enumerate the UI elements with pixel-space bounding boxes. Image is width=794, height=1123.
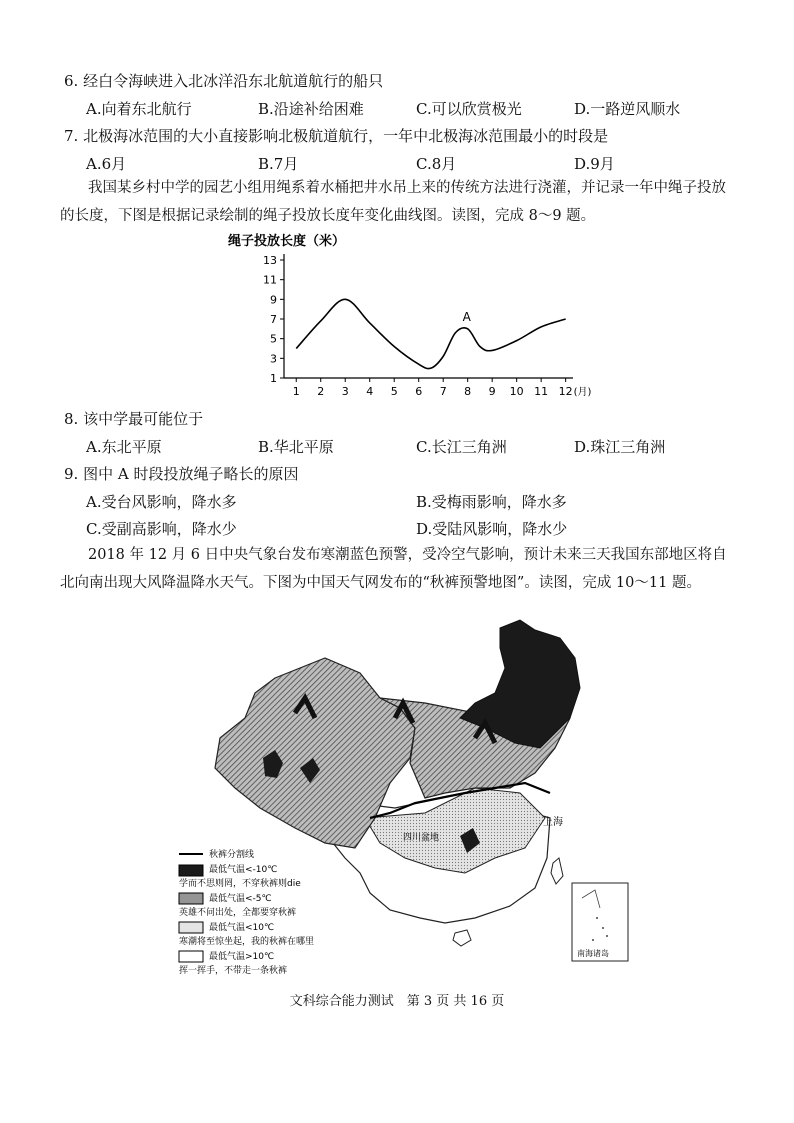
q7-option-a: A.6月 bbox=[86, 155, 127, 173]
q8-option-c: C.长江三角洲 bbox=[416, 438, 507, 456]
legend-2-desc: 英雄不问出处，全都要穿秋裤 bbox=[179, 908, 297, 918]
q9-option-c: C.受副高影响，降水少 bbox=[86, 520, 237, 538]
q7-stem: 7. 北极海冰范围的大小直接影响北极航道航行，一年中北极海冰范围最小的时段是 bbox=[64, 127, 609, 145]
legend-1-title: 最低气温<-10℃ bbox=[209, 865, 278, 875]
y-tick-label: 11 bbox=[263, 273, 277, 287]
y-tick-label: 3 bbox=[270, 352, 277, 366]
intro-8-9: 我国某乡村中学的园艺小组用绳系着水桶把井水吊上来的传统方法进行浇灌，并记录一年中绳子投放的长度，下图是根据记录绘制的绳子投放长度年变化曲线图。读图，完成 8～9 题。 bbox=[60, 180, 726, 224]
q6-option-d: D.一路逆风顺水 bbox=[574, 100, 681, 118]
legend-2-title: 最低气温<-5℃ bbox=[209, 894, 272, 904]
q9-option-d: D.受陆风影响，降水少 bbox=[416, 520, 568, 538]
legend-4-title: 最低气温>10℃ bbox=[209, 952, 275, 962]
legend-3-title: 最低气温<10℃ bbox=[209, 923, 275, 933]
q7-option-b: B.7月 bbox=[258, 155, 299, 173]
x-unit-label: (月) bbox=[573, 387, 592, 398]
y-tick-label: 1 bbox=[270, 372, 277, 385]
legend-3-desc: 寒潮将至惊坐起，我的秋裤在哪里 bbox=[179, 937, 315, 947]
intro-10-11: 2018 年 12 月 6 日中央气象台发布寒潮蓝色预警，受冷空气影响，预计未来三天我国东部地区将自北向南出现大风降温降水天气。下图为中国天气网发布的“秋裤预警地图”。读图，完成 10～11 题。 bbox=[60, 547, 727, 591]
legend-line-title: 秋裤分割线 bbox=[209, 850, 255, 860]
x-tick-label: 8 bbox=[464, 385, 472, 398]
hainan-island bbox=[453, 930, 471, 946]
q8-option-d: D.珠江三角洲 bbox=[574, 438, 666, 456]
x-tick-label: 1 bbox=[292, 385, 300, 398]
q8-option-b: B.华北平原 bbox=[258, 438, 334, 456]
y-axis-label: 绳子投放长度（米） bbox=[228, 234, 346, 249]
y-tick-label: 13 bbox=[263, 254, 277, 267]
q9-option-b: B.受梅雨影响，降水多 bbox=[416, 493, 567, 511]
rope-length-series-line bbox=[296, 299, 565, 368]
q7-option-d: D.9月 bbox=[574, 155, 615, 173]
x-tick-label: 3 bbox=[341, 385, 349, 398]
autumn-pants-warning-map bbox=[175, 618, 635, 974]
y-tick-label: 5 bbox=[270, 332, 277, 346]
page-footer: 文科综合能力测试 第 3 页 共 16 页 bbox=[289, 994, 505, 1009]
q6-option-c: C.可以欣赏极光 bbox=[416, 100, 522, 118]
q6-stem: 6. 经白令海峡进入北冰洋沿东北航道航行的船只 bbox=[64, 72, 384, 90]
y-tick-label: 9 bbox=[270, 293, 277, 307]
annotation-a: A bbox=[462, 309, 471, 324]
q8-option-a: A.东北平原 bbox=[86, 438, 162, 456]
x-tick-label: 7 bbox=[439, 385, 447, 398]
map-legend bbox=[175, 846, 405, 1001]
label-sichuan: 四川盆地 bbox=[403, 833, 440, 843]
q8-stem: 8. 该中学最可能位于 bbox=[64, 410, 204, 428]
rope-length-chart bbox=[228, 230, 592, 402]
q6-option-a: A.向着东北航行 bbox=[86, 100, 192, 118]
label-shanghai: 上海 bbox=[543, 817, 563, 828]
legend-1-desc: 学而不思则罔，不穿秋裤则die bbox=[179, 879, 301, 889]
x-tick-label: 9 bbox=[488, 385, 496, 398]
y-tick-label: 7 bbox=[270, 313, 277, 326]
q6-option-b: B.沿途补给困难 bbox=[258, 100, 364, 118]
q9-option-a: A.受台风影响，降水多 bbox=[86, 493, 237, 511]
x-tick-label: 4 bbox=[366, 385, 374, 398]
x-tick-label: 6 bbox=[415, 385, 423, 398]
x-tick-label: 10 bbox=[509, 385, 524, 398]
x-tick-label: 5 bbox=[390, 385, 398, 398]
legend-4-desc: 挥一挥手，不带走一条秋裤 bbox=[179, 966, 288, 976]
x-tick-label: 12 bbox=[558, 385, 573, 398]
x-tick-label: 2 bbox=[317, 385, 325, 398]
q9-stem: 9. 图中 A 时段投放绳子略长的原因 bbox=[64, 465, 299, 483]
x-tick-label: 11 bbox=[534, 385, 549, 398]
inset-label: 南海诸岛 bbox=[577, 949, 609, 958]
q7-option-c: C.8月 bbox=[416, 155, 457, 173]
taiwan-island bbox=[551, 858, 563, 884]
